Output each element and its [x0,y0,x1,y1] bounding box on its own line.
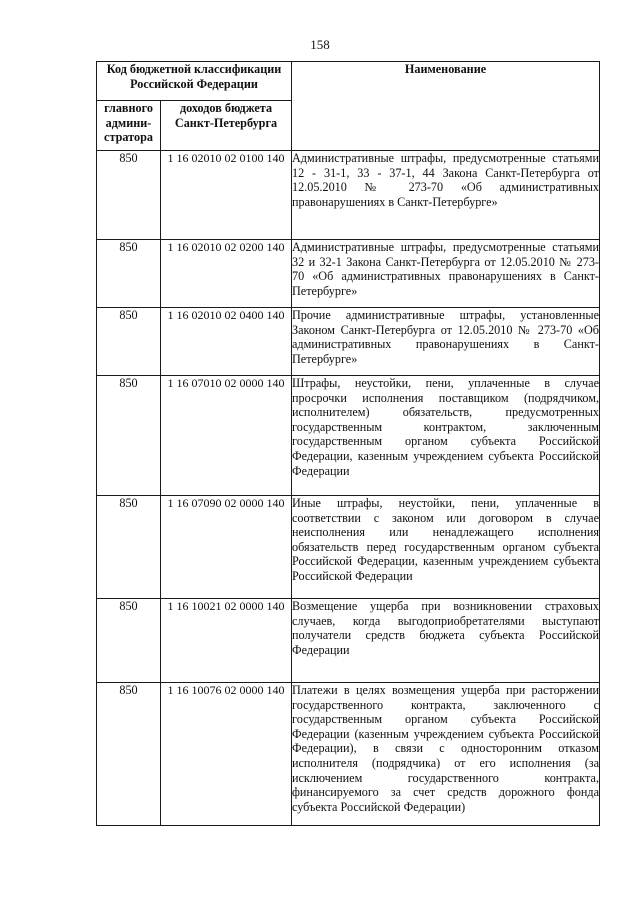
cell-admin-code: 850 [97,599,161,683]
cell-income-code: 1 16 10076 02 0000 140 [161,683,292,826]
table-row [97,496,600,599]
header-chief-administrator: главного админи-стратора [97,101,161,151]
cell-admin-code: 850 [97,683,161,826]
cell-admin-code: 850 [97,308,161,376]
cell-income-code: 1 16 02010 02 0200 140 [161,240,292,308]
cell-name: Платежи в целях возмещения ущерба при расторжении государственного контракта, заключенного с государственным органом субъекта Российской Федерации (казенным учреждением субъекта Российской Федерации), в связи с односторонним отказом исполнителя (подрядчика) от его исполнения (за исключением государственного контракта, финансируемого за счет средств дорожного фонда субъекта Российской Федерации) [292,683,600,826]
cell-admin-code: 850 [97,240,161,308]
cell-income-code: 1 16 07090 02 0000 140 [161,496,292,599]
page-number: 158 [310,37,330,52]
table-row [97,376,600,496]
header-row-group [97,62,600,101]
cell-admin-code: 850 [97,151,161,240]
table-row [97,308,600,376]
cell-admin-code: 850 [97,376,161,496]
cell-name: Штрафы, неустойки, пени, уплаченные в случае просрочки исполнения поставщиком (подрядчиком, исполнителем) обязательств, предусмотренных государственным контрактом, заключенным государственным органом субъекта Российской Федерации, казенным учреждением субъекта Российской Федерации [292,376,600,496]
cell-name: Административные штрафы, предусмотренные статьями 32 и 32-1 Закона Санкт-Петербурга от 12.05.2010 № 273-70 «Об административных правонарушениях в Санкт-Петербурге» [292,240,600,308]
cell-name: Иные штрафы, неустойки, пени, уплаченные в соответствии с законом или договором в случае неисполнения или ненадлежащего исполнения обязательств перед государственным органом субъекта Российской Федерации, казенным учреждением субъекта Российской Федерации [292,496,600,599]
header-name: Наименование [292,62,600,151]
cell-income-code: 1 16 02010 02 0100 140 [161,151,292,240]
table-row [97,151,600,240]
header-budget-income: доходов бюджета Санкт-Петербурга [161,101,292,151]
cell-income-code: 1 16 07010 02 0000 140 [161,376,292,496]
table-body [97,151,600,826]
cell-name: Возмещение ущерба при возникновении страховых случаев, когда выгодоприобретателями выступают получатели средств бюджета субъекта Российской Федерации [292,599,600,683]
header-budget-classification-code: Код бюджетной классификации Российской Федерации [97,62,292,101]
table-row [97,599,600,683]
cell-admin-code: 850 [97,496,161,599]
table-row [97,240,600,308]
table-row [97,683,600,826]
cell-income-code: 1 16 10021 02 0000 140 [161,599,292,683]
cell-income-code: 1 16 02010 02 0400 140 [161,308,292,376]
cell-name: Прочие административные штрафы, установленные Законом Санкт-Петербурга от 12.05.2010 № 273-70 «Об административных правонарушениях в Санкт-Петербурге» [292,308,600,376]
cell-name: Административные штрафы, предусмотренные статьями 12 - 31-1, 33 - 37-1, 44 Закона Санкт-Петербурга от 12.05.2010 № 273-70 «Об административных правонарушениях в Санкт-Петербурге» [292,151,600,240]
budget-classification-table [96,61,600,826]
